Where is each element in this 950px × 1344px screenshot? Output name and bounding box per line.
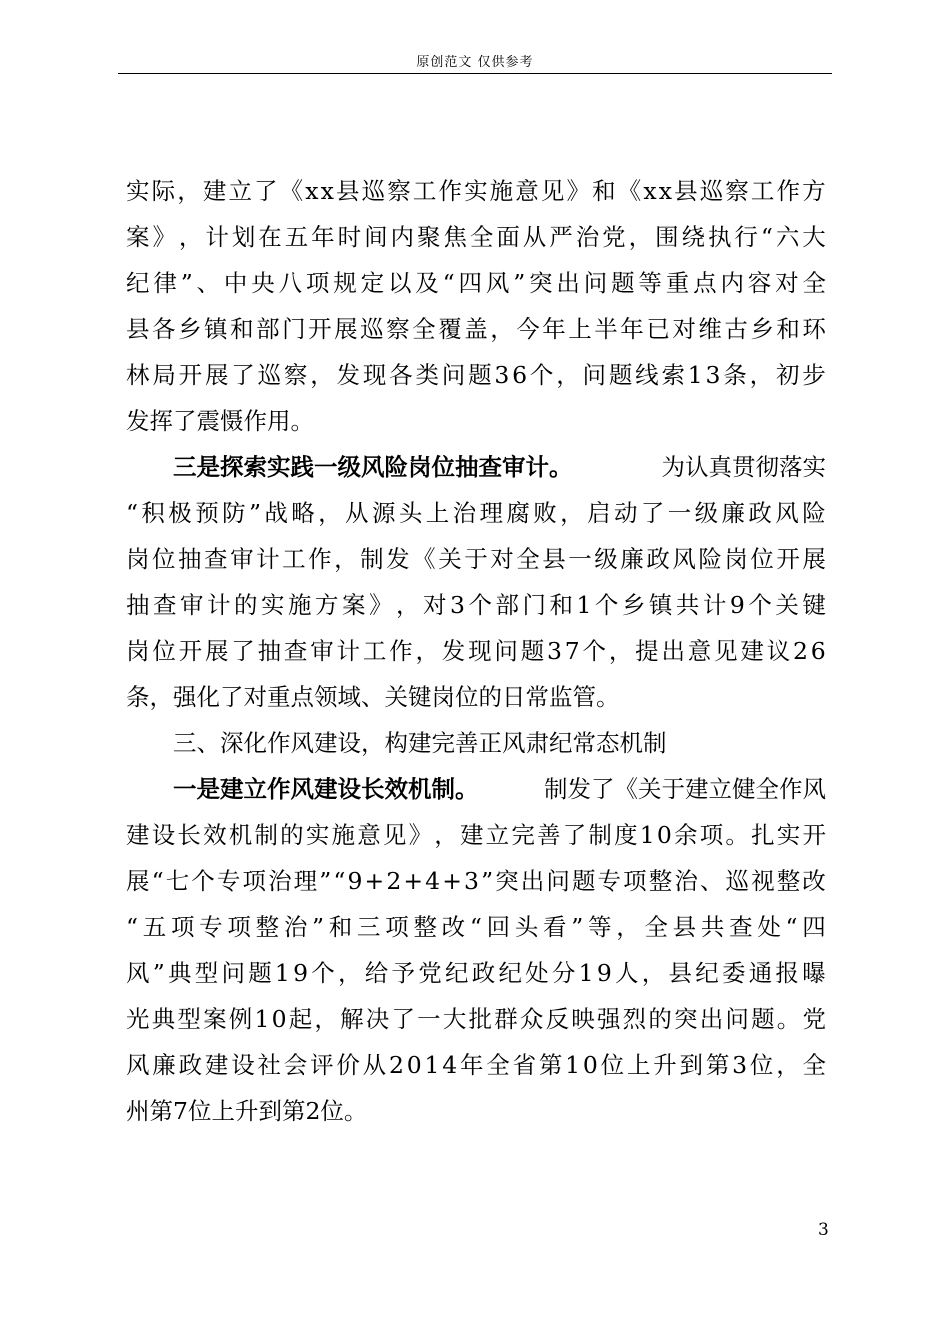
paragraph-lead: 一是建立作风建设长效机制。 bbox=[173, 775, 479, 803]
text-line: 岗 位 开 展 了 抽 查 审 计 工 作 ， 发 现 问 题 3 7 个 ， 提 出 意 见 建 议 2 6 bbox=[126, 637, 826, 665]
text-line: 光 典 型 案 例 1 0 起 ， 解 决 了 一 大 批 群 众 反 映 强 烈 的 突 出 问 题 。 党 bbox=[126, 1005, 826, 1033]
text-line: 岗 位 抽 查 审 计 工 作 ， 制 发 《 关 于 对 全 县 一 级 廉 政 风 险 岗 位 开 展 bbox=[126, 545, 826, 573]
text-line: 抽 查 审 计 的 实 施 方 案 》 ， 对 3 个 部 门 和 1 个 乡 镇 共 计 9 个 关 键 bbox=[126, 591, 826, 619]
text-line: 建 设 长 效 机 制 的 实 施 意 见 》 ， 建 立 完 善 了 制 度 1 0 余 项 。 扎 实 开 bbox=[126, 821, 826, 849]
text-line: 风 ” 典 型 问 题 1 9 个 ， 给 予 党 纪 政 纪 处 分 1 9 人 ， 县 纪 委 通 报 曝 bbox=[126, 959, 826, 987]
text-line: 实 际 ， 建 立 了 《 x x 县 巡 察 工 作 实 施 意 见 》 和 《 x x 县 巡 察 工 作 方 bbox=[126, 177, 826, 205]
text-line: 展 “ 七 个 专 项 治 理 ” “ 9 + 2 + 4 + 3 ” 突 出 问 题 专 项 整 治 、 巡 视 整 改 bbox=[126, 867, 826, 895]
paragraph-lead-rest: 制发了《关于建立健全作风 bbox=[544, 775, 826, 803]
body-text bbox=[126, 168, 826, 1134]
paragraph-lead: 三是探索实践一级风险岗位抽查审计。 bbox=[173, 453, 573, 481]
text-line: 州第7位上升到第2位。 bbox=[126, 1097, 368, 1125]
text-line: 发挥了震慑作用。 bbox=[126, 407, 314, 435]
section-heading: 三、深化作风建设，构建完善正风肃纪常态机制 bbox=[173, 729, 667, 757]
text-line: “ 五 项 专 项 整 治 ” 和 三 项 整 改 “ 回 头 看 ” 等 ， 全 县 共 查 处 “ 四 bbox=[126, 913, 826, 941]
text-line: 县 各 乡 镇 和 部 门 开 展 巡 察 全 覆 盖 ， 今 年 上 半 年 已 对 维 古 乡 和 环 bbox=[126, 315, 826, 343]
text-line: 条，强化了对重点领域、关键岗位的日常监管。 bbox=[126, 683, 620, 711]
paragraph-lead-line bbox=[126, 766, 826, 812]
text-line: 风 廉 政 建 设 社 会 评 价 从 2 0 1 4 年 全 省 第 1 0 位 上 升 到 第 3 位 ， 全 bbox=[126, 1051, 826, 1079]
page-number: 3 bbox=[818, 1220, 829, 1240]
text-line: 林 局 开 展 了 巡 察 ， 发 现 各 类 问 题 3 6 个 ， 问 题 线 索 1 3 条 ， 初 步 bbox=[126, 361, 826, 389]
text-line: 案 》 ， 计 划 在 五 年 时 间 内 聚 焦 全 面 从 严 治 党 ， 围 绕 执 行 “ 六 大 bbox=[126, 223, 826, 251]
header-rule bbox=[118, 73, 832, 74]
page-header: 原创范文 仅供参考 bbox=[416, 55, 534, 70]
paragraph-lead-rest: 为认真贯彻落实 bbox=[661, 453, 826, 481]
text-line: “ 积 极 预 防 ” 战 略 ， 从 源 头 上 治 理 腐 败 ， 启 动 了 一 级 廉 政 风 险 bbox=[126, 499, 826, 527]
text-line: 纪 律 ” 、 中 央 八 项 规 定 以 及 “ 四 风 ” 突 出 问 题 等 重 点 内 容 对 全 bbox=[126, 269, 826, 297]
paragraph-lead-line bbox=[126, 444, 826, 490]
